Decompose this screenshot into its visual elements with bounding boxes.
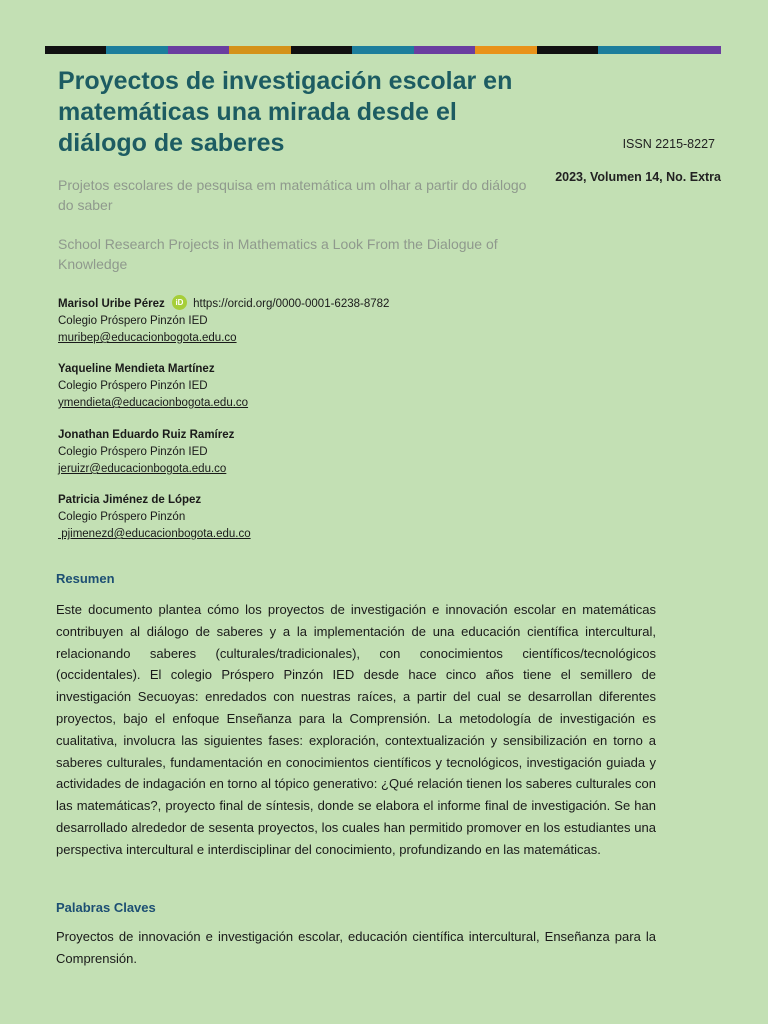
stripe-segment bbox=[475, 46, 536, 54]
author-block bbox=[58, 492, 251, 543]
author-email[interactable]: pjimenezd@educacionbogota.edu.co bbox=[58, 528, 251, 540]
subtitle-english: School Research Projects in Mathematics a Look From the Dialogue of Knowledge bbox=[58, 236, 498, 272]
stripe-segment bbox=[352, 46, 413, 54]
stripe-segment bbox=[537, 46, 598, 54]
author-email[interactable]: ymendieta@educacionbogota.edu.co bbox=[58, 397, 249, 409]
resumen-heading: Resumen bbox=[56, 571, 115, 586]
stripe-segment bbox=[229, 46, 290, 54]
author-block bbox=[58, 427, 234, 478]
stripe-segment bbox=[291, 46, 352, 54]
author-affiliation: Colegio Próspero Pinzón IED bbox=[58, 446, 208, 458]
stripe-segment bbox=[660, 46, 721, 54]
author-name: Marisol Uribe Pérez bbox=[58, 298, 165, 310]
keywords-text: Proyectos de innovación e investigación escolar, educación científica intercultural, Enseñanza para la Comprensión. bbox=[56, 929, 656, 966]
stripe-segment bbox=[106, 46, 167, 54]
author-name: Yaqueline Mendieta Martínez bbox=[58, 363, 215, 375]
volume-info: 2023, Volumen 14, No. Extra bbox=[555, 170, 721, 184]
stripe-segment bbox=[598, 46, 659, 54]
header-color-stripe bbox=[45, 46, 721, 54]
author-affiliation: Colegio Próspero Pinzón IED bbox=[58, 315, 208, 327]
keywords-heading: Palabras Claves bbox=[56, 900, 156, 915]
stripe-segment bbox=[414, 46, 475, 54]
subtitle-portuguese: Projetos escolares de pesquisa em matemática um olhar a partir do diálogo do saber bbox=[58, 177, 527, 213]
author-affiliation: Colegio Próspero Pinzón bbox=[58, 511, 186, 523]
author-block bbox=[58, 361, 248, 412]
author-name: Patricia Jiménez de López bbox=[58, 494, 202, 506]
orcid-link[interactable]: https://orcid.org/0000-0001-6238-8782 bbox=[193, 298, 390, 310]
author-affiliation: Colegio Próspero Pinzón IED bbox=[58, 380, 208, 392]
stripe-segment bbox=[45, 46, 106, 54]
author-block bbox=[58, 295, 389, 347]
resumen-text: Este documento plantea cómo los proyectos de investigación e innovación escolar en matemáticas contribuyen al diálogo de saberes y a la implementación de una educación científica intercultural, relacionando saberes (culturales/tradicionales), con conocimientos científicos/tecnológicos (occidentales). El colegio Próspero Pinzón IED desde hace cinco años tiene el semillero de investigación Secuoyas: enredados con nuestras raíces, a partir del cual se desarrollan diferentes proyectos, bajo el enfoque Enseñanza para la Comprensión. La metodología de investigación es cualitativa, involucra las siguientes fases: exploración, contextualización y sensibilización en torno a saberes culturales, fundamentación en conocimientos científicos y tecnológicos, investigación guiada y actividades de indagación en torno al tópico generativo: ¿Qué relación tienen los saberes culturales con las matemáticas?, proyecto final de síntesis, donde se elabora el informe final de investigación. Se han desarrollado alrededor de sesenta proyectos, los cuales han permitido promover en los estudiantes una perspectiva intercultural e interdisciplinar del conocimiento, profundizando en las matemáticas. bbox=[56, 602, 656, 857]
orcid-icon[interactable]: iD bbox=[172, 295, 187, 310]
author-email[interactable]: jeruizr@educacionbogota.edu.co bbox=[58, 463, 227, 475]
author-email[interactable]: muribep@educacionbogota.edu.co bbox=[58, 332, 237, 344]
author-name: Jonathan Eduardo Ruiz Ramírez bbox=[58, 429, 235, 441]
article-title: Proyectos de investigación escolar en matemáticas una mirada desde el diálogo de saberes bbox=[58, 67, 513, 157]
issn: ISSN 2215-8227 bbox=[622, 137, 715, 151]
stripe-segment bbox=[168, 46, 229, 54]
